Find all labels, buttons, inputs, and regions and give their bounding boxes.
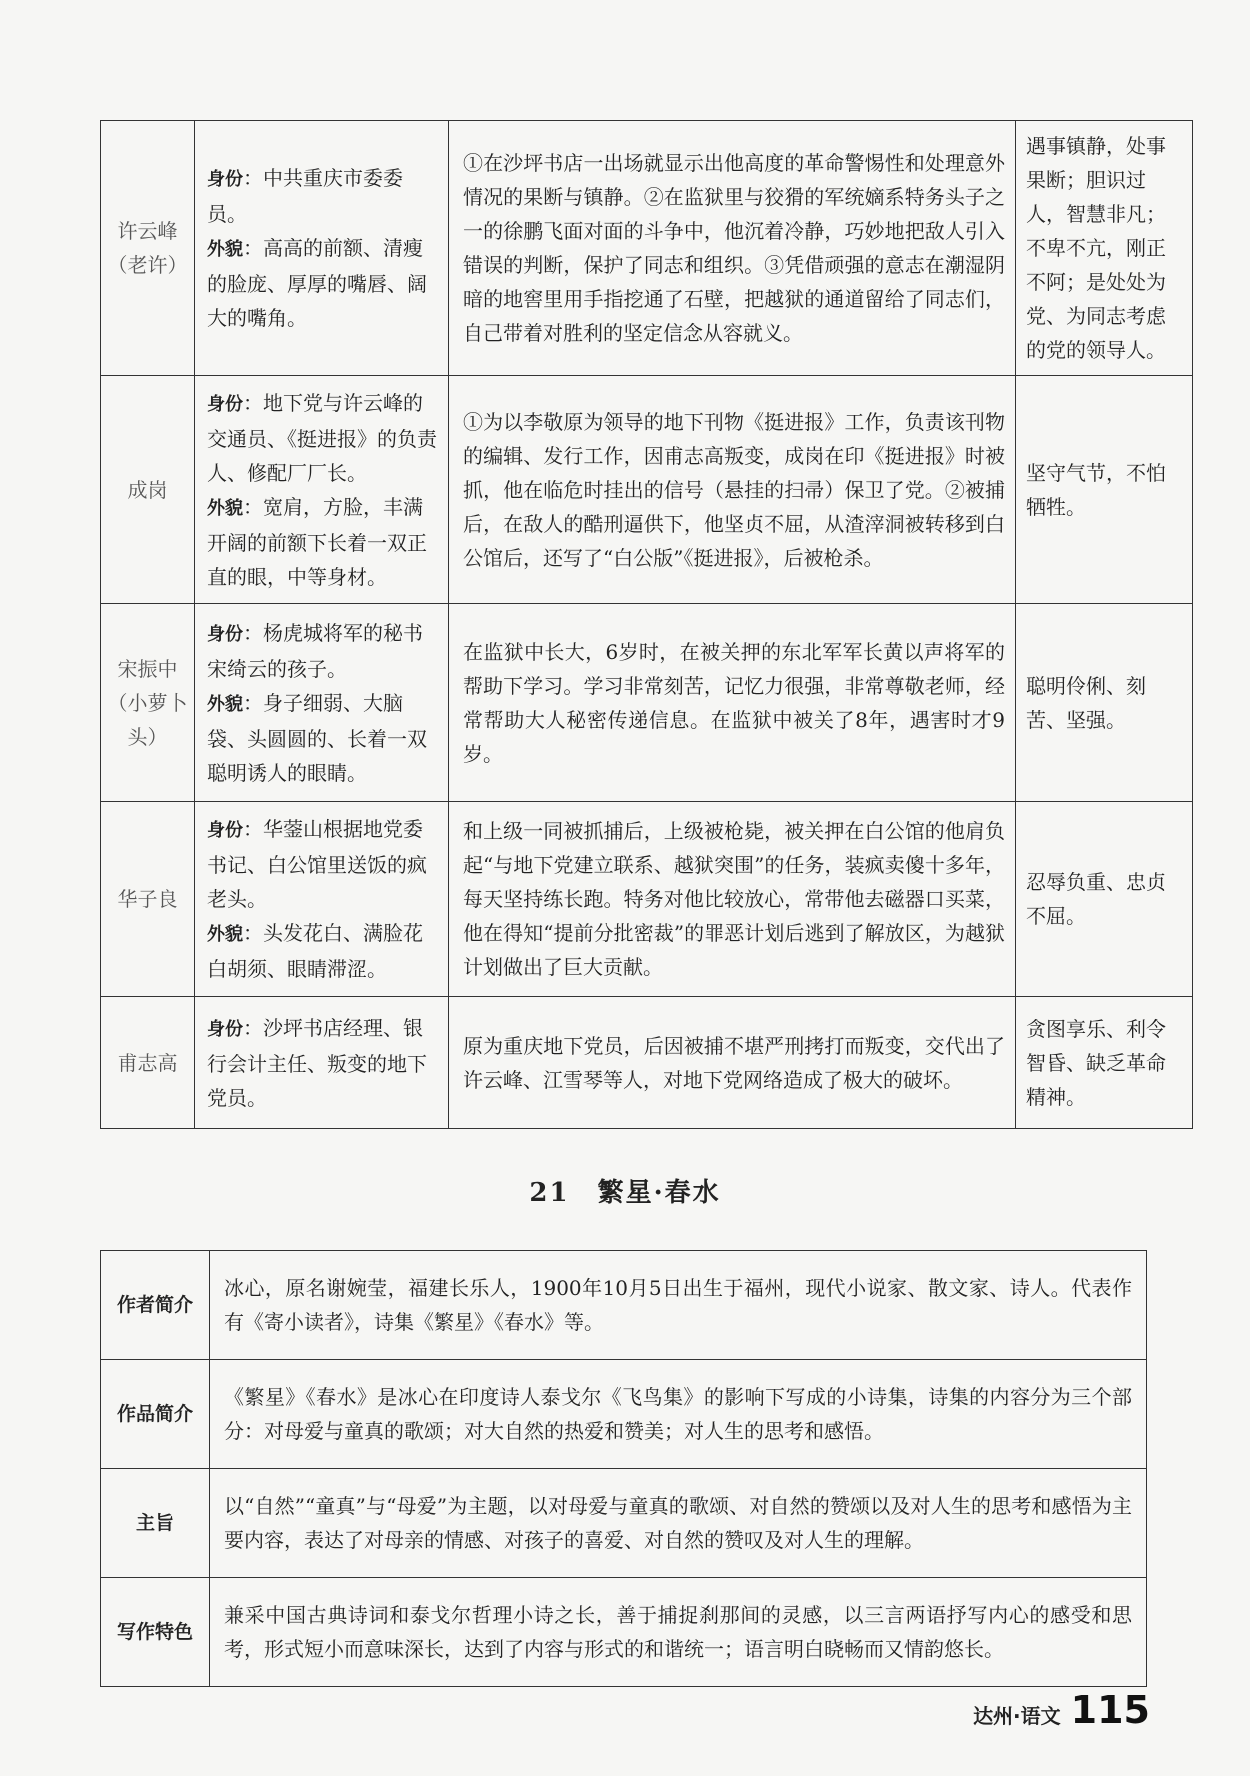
info-key: 写作特色 <box>101 1578 210 1687</box>
identity-text: 华蓥山根据地党委书记、白公馆里送饭的疯老头。 <box>207 817 427 911</box>
table-row <box>101 121 1193 376</box>
info-key: 作者简介 <box>101 1251 210 1360</box>
info-value: 冰心，原名谢婉莹，福建长乐人，1900年10月5日出生于福州，现代小说家、散文家、诗人。代表作有《寄小读者》，诗集《繁星》《春水》等。 <box>210 1251 1147 1360</box>
section-title: 繁星·春水 <box>597 1178 721 1208</box>
character-traits: 聪明伶俐、刻苦、坚强。 <box>1016 604 1193 802</box>
table-row <box>101 376 1193 604</box>
table-row <box>101 1251 1147 1360</box>
character-profile: 身份：沙坪书店经理、银行会计主任、叛变的地下党员。 <box>195 997 449 1129</box>
appearance-label: 外貌 <box>207 497 243 519</box>
identity-text: 中共重庆市委委员。 <box>207 166 403 226</box>
appearance-label: 外貌 <box>207 693 243 715</box>
character-traits: 遇事镇静，处事果断；胆识过人，智慧非凡；不卑不亢，刚正不阿；是处处为党、为同志考虑的党的领导人。 <box>1016 121 1193 376</box>
info-value: 兼采中国古典诗词和泰戈尔哲理小诗之长，善于捕捉刹那间的灵感，以三言两语抒写内心的感受和思考，形式短小而意味深长，达到了内容与形式的和谐统一；语言明白晓畅而又情韵悠长。 <box>210 1578 1147 1687</box>
identity-text: 地下党与许云峰的交通员、《挺进报》的负责人、修配厂厂长。 <box>207 390 437 485</box>
appearance-text: 头发花白、满脸花白胡须、眼睛滞涩。 <box>207 921 423 981</box>
appearance-text: 高高的前额、清瘦的脸庞、厚厚的嘴唇、阔大的嘴角。 <box>207 236 427 330</box>
section-number: 21 <box>529 1178 570 1208</box>
table-row <box>101 802 1193 997</box>
footer-subject: 达州·语文 <box>973 1704 1061 1728</box>
character-deeds: 和上级一同被抓捕后，上级被枪毙，被关押在白公馆的他肩负起“与地下党建立联系、越狱突围”的任务，装疯卖傻十多年，每天坚持练长跑。特务对他比较放心，常带他去磁器口买菜，他在得知“提前分批密裁”的罪恶计划后逃到了解放区，为越狱计划做出了巨大贡献。 <box>449 802 1016 997</box>
character-profile: 身份：地下党与许云峰的交通员、《挺进报》的负责人、修配厂厂长。 外貌：宽肩，方脸，丰满开阔的前额下长着一双正直的眼，中等身材。 <box>195 376 449 604</box>
character-deeds: ①为以李敬原为领导的地下刊物《挺进报》工作，负责该刊物的编辑、发行工作，因甫志高叛变，成岗在印《挺进报》时被抓，他在临危时挂出的信号（悬挂的扫帚）保卫了党。②被捕后，在敌人的酷刑逼供下，他坚贞不屈，从渣滓洞被转移到白公馆后，还写了“白公版”《挺进报》，后被枪杀。 <box>449 376 1016 604</box>
table-row <box>101 1360 1147 1469</box>
identity-label: 身份 <box>207 623 243 645</box>
character-profile: 身份：中共重庆市委委员。 外貌：高高的前额、清瘦的脸庞、厚厚的嘴唇、阔大的嘴角。 <box>195 121 449 376</box>
character-name: 华子良 <box>101 802 195 997</box>
identity-label: 身份 <box>207 820 243 841</box>
identity-label: 身份 <box>207 169 243 190</box>
character-traits: 忍辱负重、忠贞不屈。 <box>1016 802 1193 997</box>
table-row <box>101 1578 1147 1687</box>
appearance-text: 身子细弱、大脑袋、头圆圆的、长着一双聪明诱人的眼睛。 <box>207 690 427 785</box>
appearance-text: 宽肩，方脸，丰满开阔的前额下长着一双正直的眼，中等身材。 <box>207 494 427 589</box>
table-row <box>101 604 1193 802</box>
table-row <box>101 997 1193 1129</box>
section-heading <box>0 1172 1250 1209</box>
work-info-table <box>100 1250 1147 1687</box>
character-deeds: ①在沙坪书店一出场就显示出他高度的革命警惕性和处理意外情况的果断与镇静。②在监狱里与狡猾的军统嫡系特务头子之一的徐鹏飞面对面的斗争中，他沉着冷静，巧妙地把敌人引入错误的判断，保护了同志和组织。③凭借顽强的意志在潮湿阴暗的地窖里用手指挖通了石壁，把越狱的通道留给了同志们，自己带着对胜利的坚定信念从容就义。 <box>449 121 1016 376</box>
info-key: 作品简介 <box>101 1360 210 1469</box>
character-profile: 身份：杨虎城将军的秘书宋绮云的孩子。 外貌：身子细弱、大脑袋、头圆圆的、长着一双聪明诱人的眼睛。 <box>195 604 449 802</box>
identity-label: 身份 <box>207 1018 243 1040</box>
character-name: 宋振中（小萝卜头） <box>101 604 195 802</box>
characters-table <box>100 120 1193 1129</box>
character-traits: 贪图享乐、利令智昏、缺乏革命精神。 <box>1016 997 1193 1129</box>
appearance-label: 外貌 <box>207 924 243 945</box>
character-deeds: 在监狱中长大，6岁时，在被关押的东北军军长黄以声将军的帮助下学习。学习非常刻苦，记忆力很强，非常尊敬老师，经常帮助大人秘密传递信息。在监狱中被关了8年，遇害时才9岁。 <box>449 604 1016 802</box>
character-name: 许云峰（老许） <box>101 121 195 376</box>
character-name: 成岗 <box>101 376 195 604</box>
identity-text: 沙坪书店经理、银行会计主任、叛变的地下党员。 <box>207 1015 427 1110</box>
identity-label: 身份 <box>207 393 243 415</box>
character-deeds: 原为重庆地下党员，后因被捕不堪严刑拷打而叛变，交代出了许云峰、江雪琴等人，对地下党网络造成了极大的破坏。 <box>449 997 1016 1129</box>
character-name: 甫志高 <box>101 997 195 1129</box>
info-value: 以“自然”“童真”与“母爱”为主题，以对母爱与童真的歌颂、对自然的赞颂以及对人生的思考和感悟为主要内容，表达了对母亲的情感、对孩子的喜爱、对自然的赞叹及对人生的理解。 <box>210 1469 1147 1578</box>
info-key: 主旨 <box>101 1469 210 1578</box>
character-traits: 坚守气节，不怕牺牲。 <box>1016 376 1193 604</box>
info-value: 《繁星》《春水》是冰心在印度诗人泰戈尔《飞鸟集》的影响下写成的小诗集，诗集的内容分为三个部分：对母爱与童真的歌颂；对大自然的热爱和赞美；对人生的思考和感悟。 <box>210 1360 1147 1469</box>
page-number: 115 <box>1070 1688 1150 1732</box>
appearance-label: 外貌 <box>207 239 243 260</box>
page-footer <box>973 1688 1150 1732</box>
table-row <box>101 1469 1147 1578</box>
identity-text: 杨虎城将军的秘书宋绮云的孩子。 <box>207 620 423 681</box>
character-profile: 身份：华蓥山根据地党委书记、白公馆里送饭的疯老头。 外貌：头发花白、满脸花白胡须、眼睛滞涩。 <box>195 802 449 997</box>
